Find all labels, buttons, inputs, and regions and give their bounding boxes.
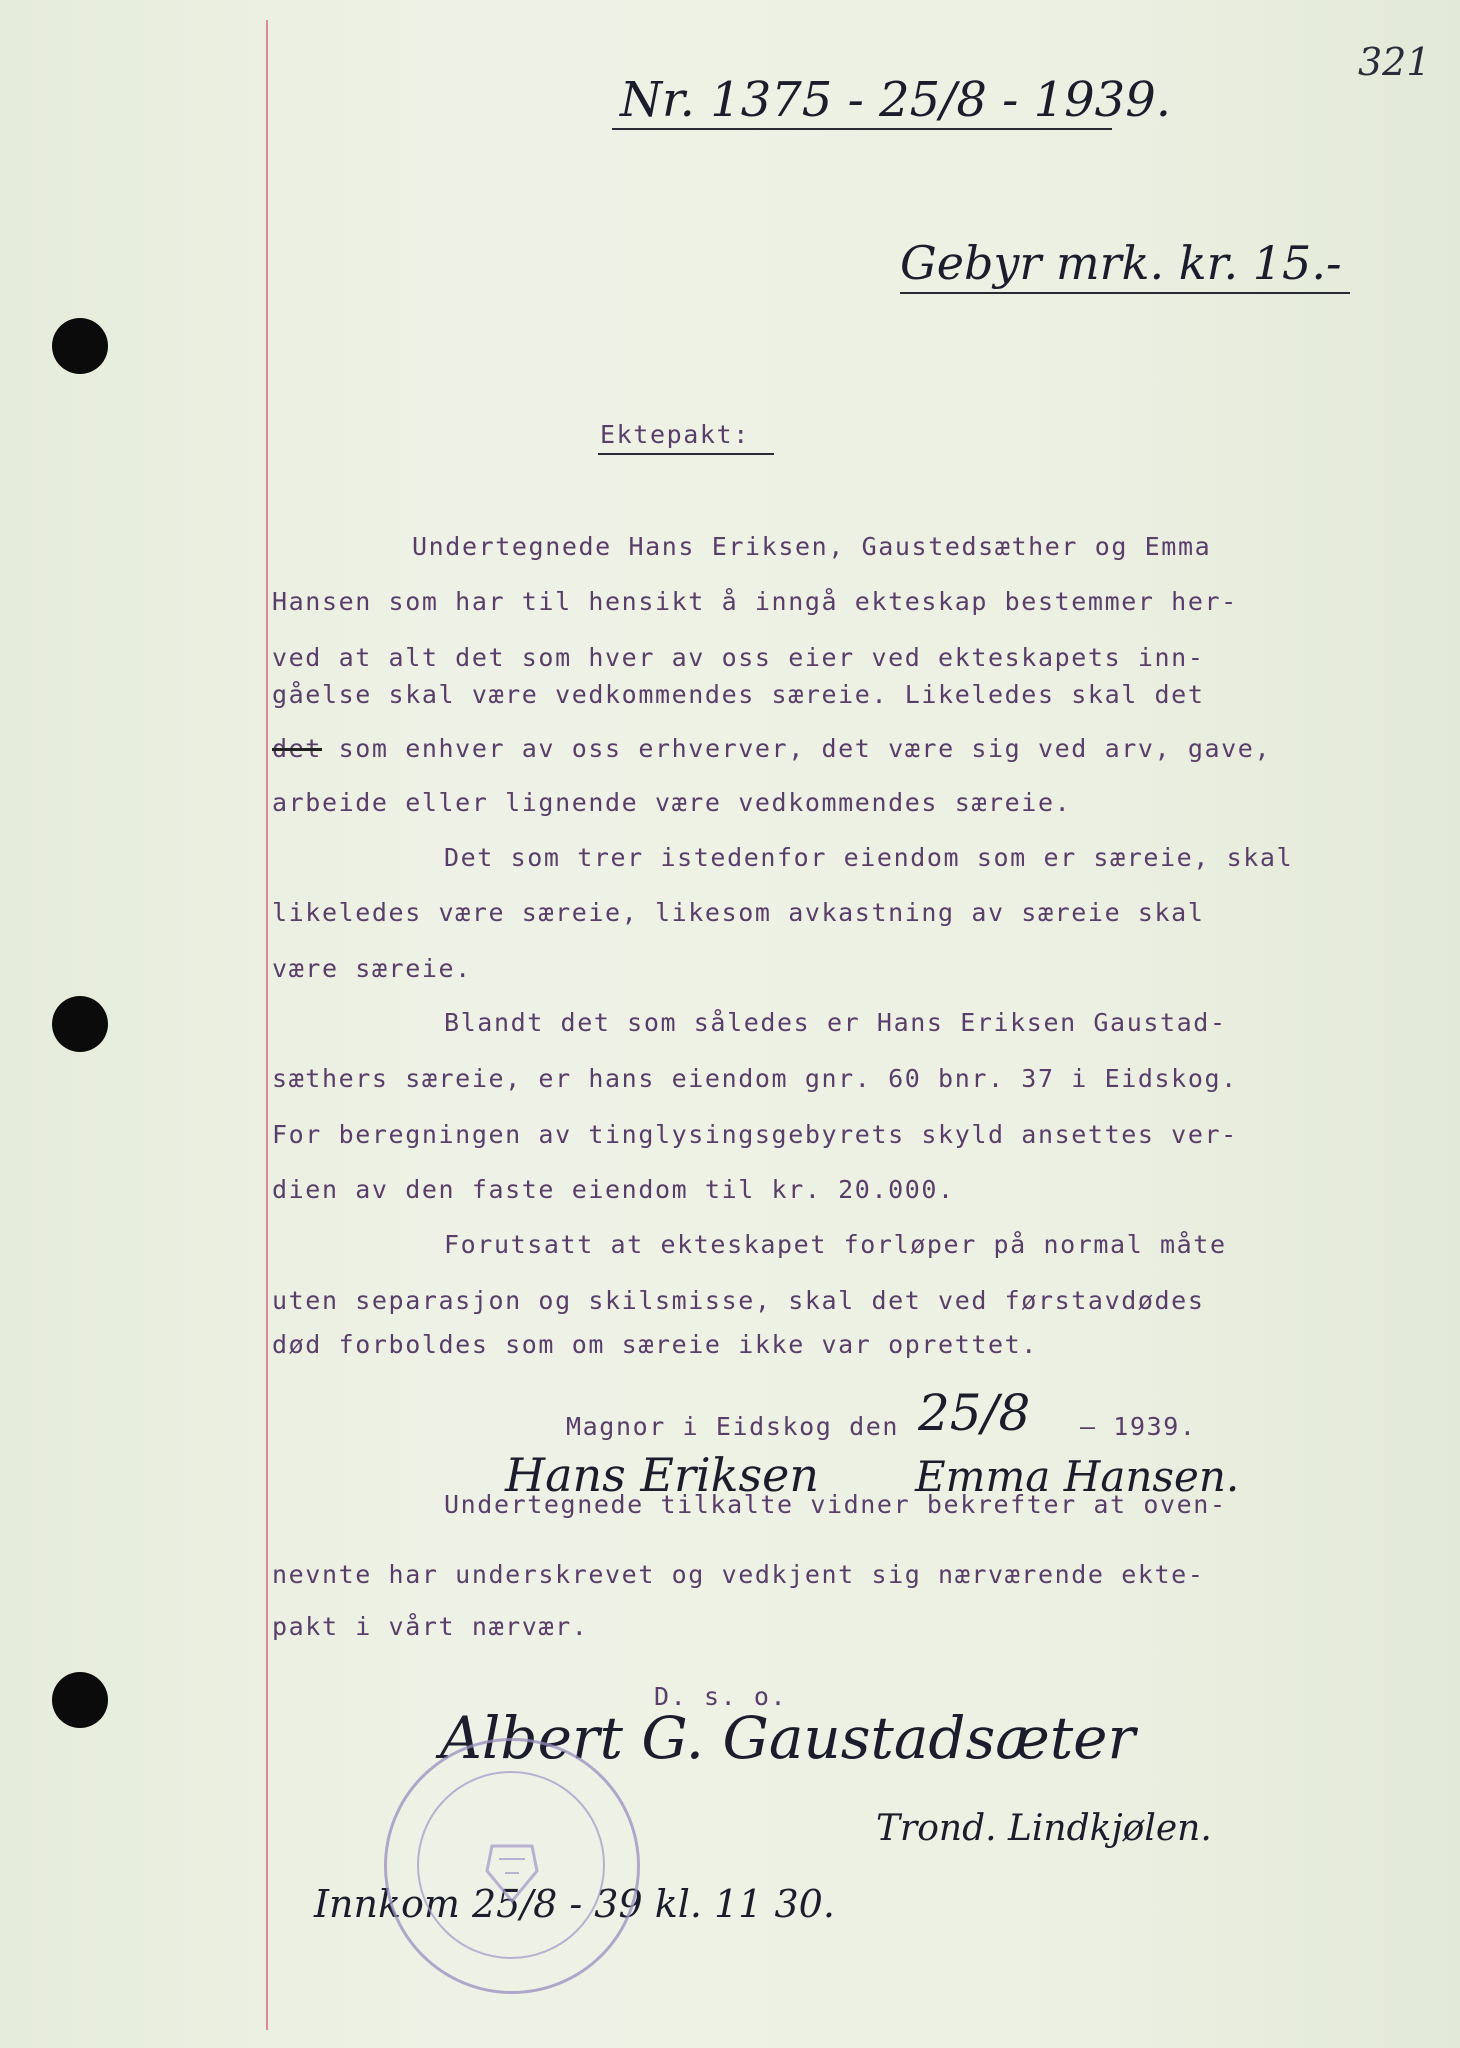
place-date-typed: Magnor i Eidskog den <box>566 1412 900 1441</box>
body-line: Forutsatt at ekteskapet forløper på normal måte <box>444 1230 1227 1259</box>
stamp-emblem <box>387 1741 637 1991</box>
body-line: Det som trer istedenfor eiendom som er særeie, skal <box>444 843 1294 872</box>
witness-signature-trond: Trond. Lindkjølen. <box>876 1808 1212 1849</box>
place-year: – 1939. <box>1080 1412 1197 1441</box>
body-line: Blandt det som således er Hans Eriksen Gaustad- <box>444 1008 1227 1037</box>
stamp-emblem-svg <box>387 1741 637 1991</box>
witness-line: Undertegnede tilkalte vidner bekrefter at oven- <box>444 1490 1227 1519</box>
witness-line: pakt i vårt nærvær. <box>272 1612 589 1641</box>
registration-note: Innkom 25/8 - 39 kl. 11 30. <box>314 1882 835 1926</box>
body-line: arbeide eller lignende være vedkommendes særeie. <box>272 788 1072 817</box>
body-line: dien av den faste eiendom til kr. 20.000. <box>272 1175 955 1204</box>
fee-note: Gebyr mrk. kr. 15.- <box>900 236 1342 290</box>
signature-hans-eriksen: Hans Eriksen <box>505 1448 820 1502</box>
body-line: være særeie. <box>272 954 472 983</box>
body-line: død forboldes som om særeie ikke var oprettet. <box>272 1330 1038 1359</box>
page-number: 321 <box>1358 40 1431 84</box>
official-stamp <box>384 1738 640 1994</box>
body-line: uten separasjon og skilsmisse, skal det ved førstavdødes <box>272 1286 1205 1315</box>
body-line: Undertegnede Hans Eriksen, Gaustedsæther og Emma <box>412 532 1212 561</box>
heading: Ektepakt: <box>600 420 750 449</box>
punch-hole <box>52 1672 108 1728</box>
signature-emma-hansen: Emma Hansen. <box>915 1452 1240 1501</box>
struck-word: det <box>272 734 322 763</box>
body-line: likeledes være særeie, likesom avkastning av særeie skal <box>272 898 1205 927</box>
body-line: gåelse skal være vedkommendes særeie. Likeledes skal det <box>272 680 1205 709</box>
body-line: Hansen som har til hensikt å inngå ekteskap bestemmer her- <box>272 587 1238 616</box>
document-number: Nr. 1375 - 25/8 - 1939. <box>620 72 1172 128</box>
dso-note: D. s. o. <box>654 1682 788 1711</box>
punch-hole <box>52 996 108 1052</box>
witness-line: nevnte har underskrevet og vedkjent sig nærværende ekte- <box>272 1560 1205 1589</box>
body-line: sæthers særeie, er hans eiendom gnr. 60 bnr. 37 i Eidskog. <box>272 1064 1238 1093</box>
body-line: ved at alt det som hver av oss eier ved ekteskapets inn- <box>272 643 1205 672</box>
body-line: som enhver av oss erhverver, det være sig ved arv, gave, <box>321 734 1272 763</box>
body-line-with-strike <box>272 734 1271 763</box>
place-date-handwritten: 25/8 <box>918 1384 1031 1442</box>
body-line: For beregningen av tinglysingsgebyrets skyld ansettes ver- <box>272 1120 1238 1149</box>
witness-signature-albert: Albert G. Gaustadsæter <box>440 1704 1136 1772</box>
